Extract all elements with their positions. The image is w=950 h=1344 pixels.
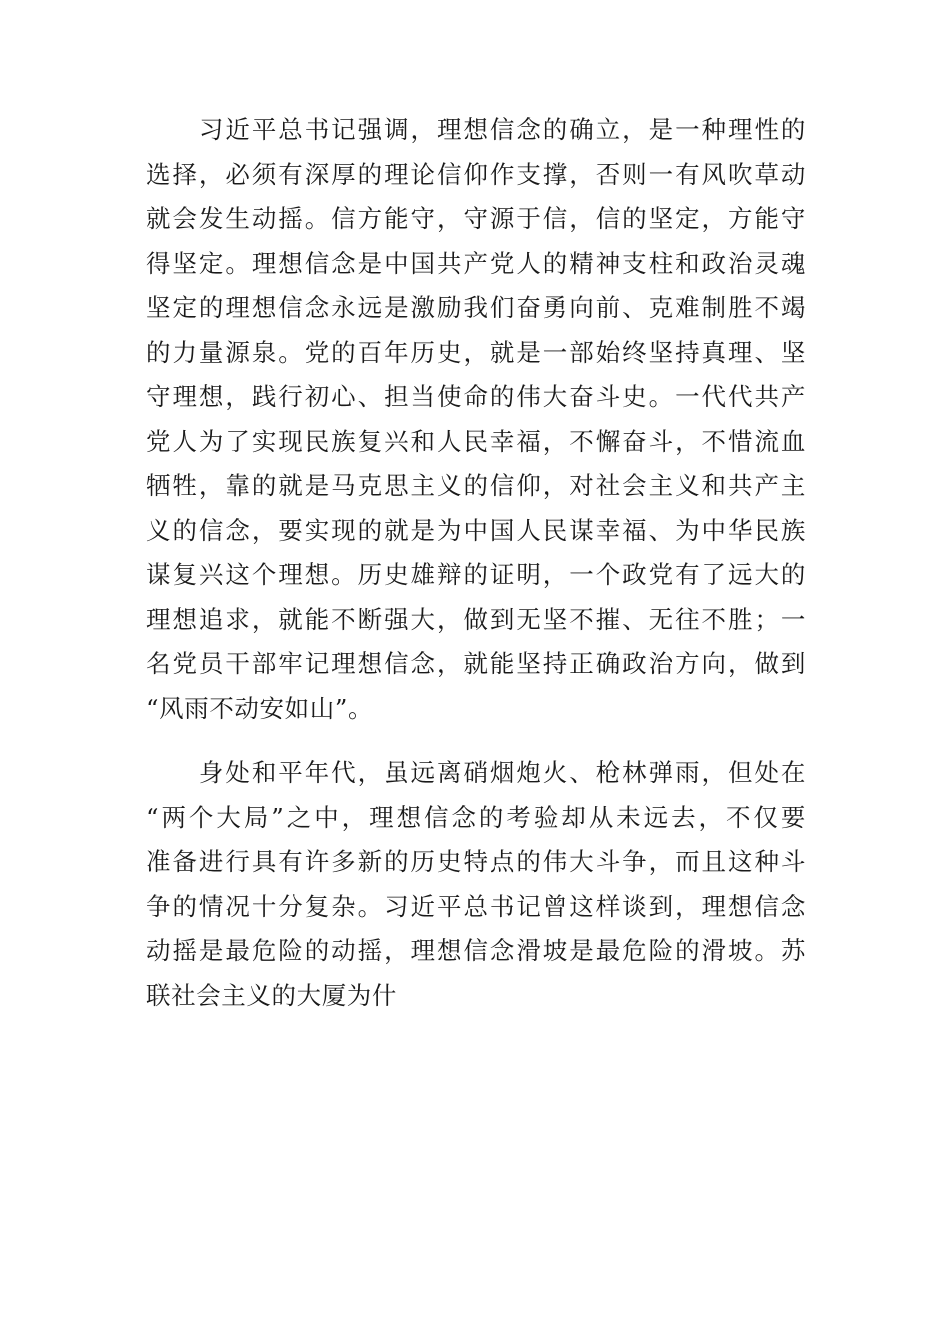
text-line: 守理想，践行初心、担当使命的伟大奋斗史。一代代共产	[146, 382, 806, 411]
text-line: 动摇是最危险的动摇，理想信念滑坡是最危险的滑坡。苏	[146, 936, 806, 965]
text-line: 争的情况十分复杂。习近平总书记曾这样谈到，理想信念	[146, 891, 806, 921]
text-line: “两个大局”之中，理想信念的考验却从未远去，不仅要	[146, 802, 806, 832]
document-body	[146, 108, 806, 1038]
text-line: 的力量源泉。党的百年历史，就是一部始终坚持真理、坚	[146, 337, 806, 367]
text-line: 坚定的理想信念永远是激励我们奋勇向前、克难制胜不竭	[146, 293, 806, 322]
text-line: 就会发生动摇。信方能守，守源于信，信的坚定，方能守	[146, 204, 806, 233]
text-line: 谋复兴这个理想。历史雄辩的证明，一个政党有了远大的	[146, 560, 806, 589]
paragraph-1	[146, 108, 806, 731]
text-line: 得坚定。理想信念是中国共产党人的精神支柱和政治灵魂	[146, 248, 806, 278]
text-line: 准备进行具有许多新的历史特点的伟大斗争，而且这种斗	[146, 847, 806, 876]
text-line: 牺牲，靠的就是马克思主义的信仰，对社会主义和共产主	[146, 471, 806, 500]
text-line: “风雨不动安如山”。	[146, 693, 374, 723]
text-line: 理想追求，就能不断强大，做到无坚不摧、无往不胜；一	[146, 604, 806, 634]
text-line: 党人为了实现民族复兴和人民幸福，不懈奋斗，不惜流血	[146, 426, 806, 456]
paragraph-2	[146, 751, 806, 1018]
text-line: 身处和平年代，虽远离硝烟炮火、枪林弹雨，但处在	[146, 758, 806, 787]
text-line: 义的信念，要实现的就是为中国人民谋幸福、为中华民族	[146, 515, 806, 545]
text-line: 联社会主义的大厦为什	[146, 980, 397, 1010]
text-line: 选择，必须有深厚的理论信仰作支撑，否则一有风吹草动	[146, 159, 806, 189]
text-line: 习近平总书记强调，理想信念的确立，是一种理性的	[146, 115, 806, 144]
text-line: 名党员干部牢记理想信念，就能坚持正确政治方向，做到	[146, 649, 806, 678]
